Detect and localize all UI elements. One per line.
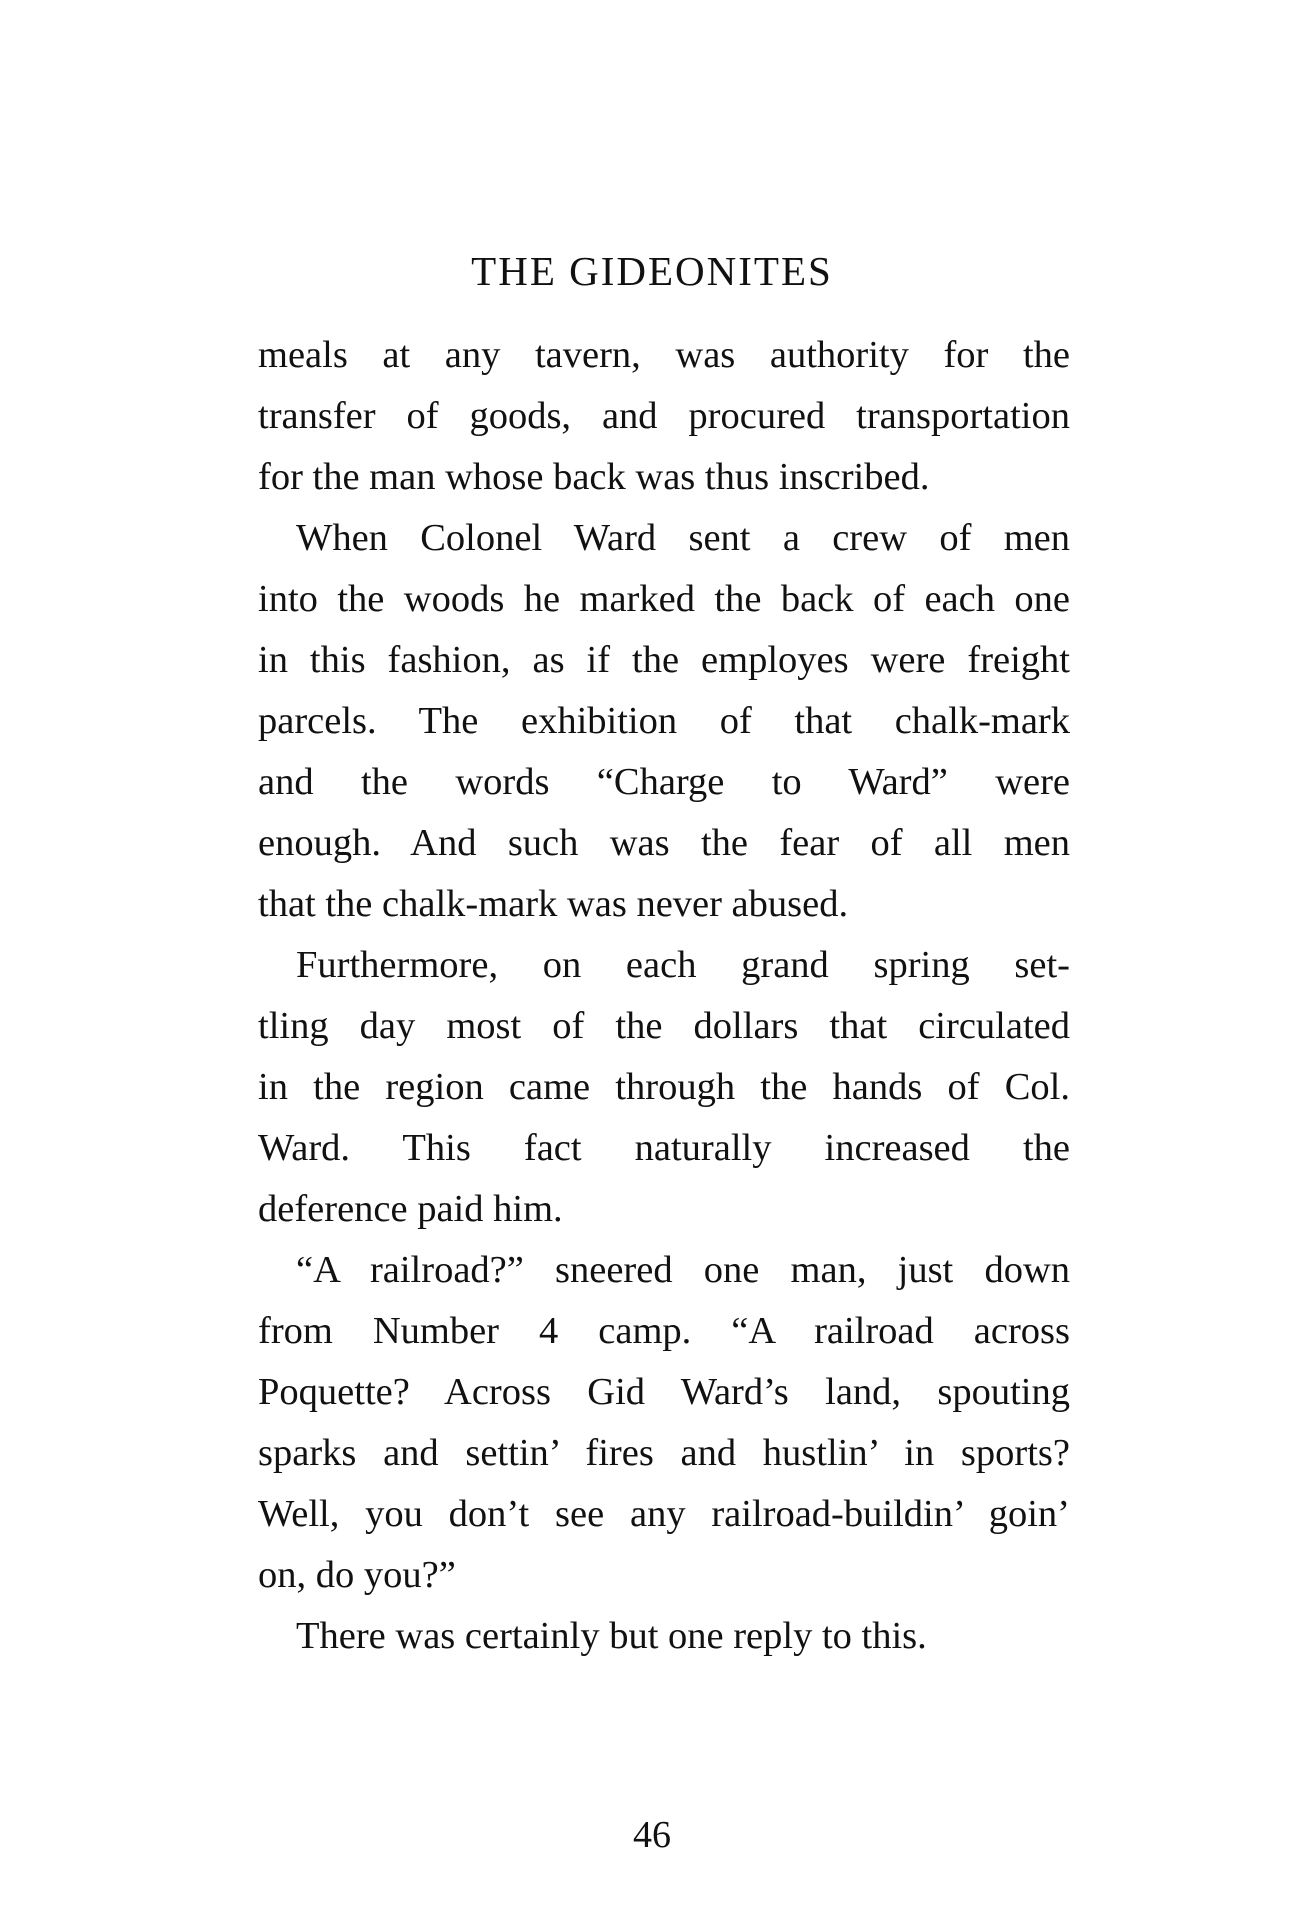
text-line: There was certainly but one reply to this. (296, 1615, 927, 1657)
text-line: on, do you?” (258, 1554, 456, 1596)
paragraph (258, 935, 1070, 1240)
text-line: tling day most of the dollars that circulated (258, 1005, 1070, 1047)
text-line: in this fashion, as if the employes were freight (258, 639, 1070, 681)
text-line: Poquette? Across Gid Ward’s land, spouting (258, 1371, 1070, 1413)
body-text (258, 325, 1070, 1667)
text-line: parcels. The exhibition of that chalk-mark (258, 700, 1070, 742)
text-line: “A railroad?” sneered one man, just down (296, 1249, 1070, 1291)
paragraph (258, 1240, 1070, 1606)
text-line: meals at any tavern, was authority for the (258, 334, 1070, 376)
running-head: THE GIDEONITES (471, 248, 833, 294)
text-line: that the chalk-mark was never abused. (258, 883, 849, 925)
text-line: When Colonel Ward sent a crew of men (296, 517, 1070, 559)
text-line: Furthermore, on each grand spring set- (296, 944, 1070, 986)
text-line: Ward. This fact naturally increased the (258, 1127, 1070, 1169)
text-line: into the woods he marked the back of each one (258, 578, 1070, 620)
text-line: in the region came through the hands of Col. (258, 1066, 1070, 1108)
paragraph (258, 1606, 1070, 1667)
text-line: Well, you don’t see any railroad-buildin’ goin’ (258, 1493, 1070, 1535)
page-number: 46 (633, 1814, 671, 1856)
text-line: for the man whose back was thus inscribed. (258, 456, 930, 498)
text-line: deference paid him. (258, 1188, 563, 1230)
paragraph (258, 325, 1070, 508)
text-line: and the words “Charge to Ward” were (258, 761, 1070, 803)
text-line: enough. And such was the fear of all men (258, 822, 1070, 864)
text-line: from Number 4 camp. “A railroad across (258, 1310, 1070, 1352)
text-line: sparks and settin’ fires and hustlin’ in sports? (258, 1432, 1070, 1474)
paragraph (258, 508, 1070, 935)
text-line: transfer of goods, and procured transportation (258, 395, 1070, 437)
